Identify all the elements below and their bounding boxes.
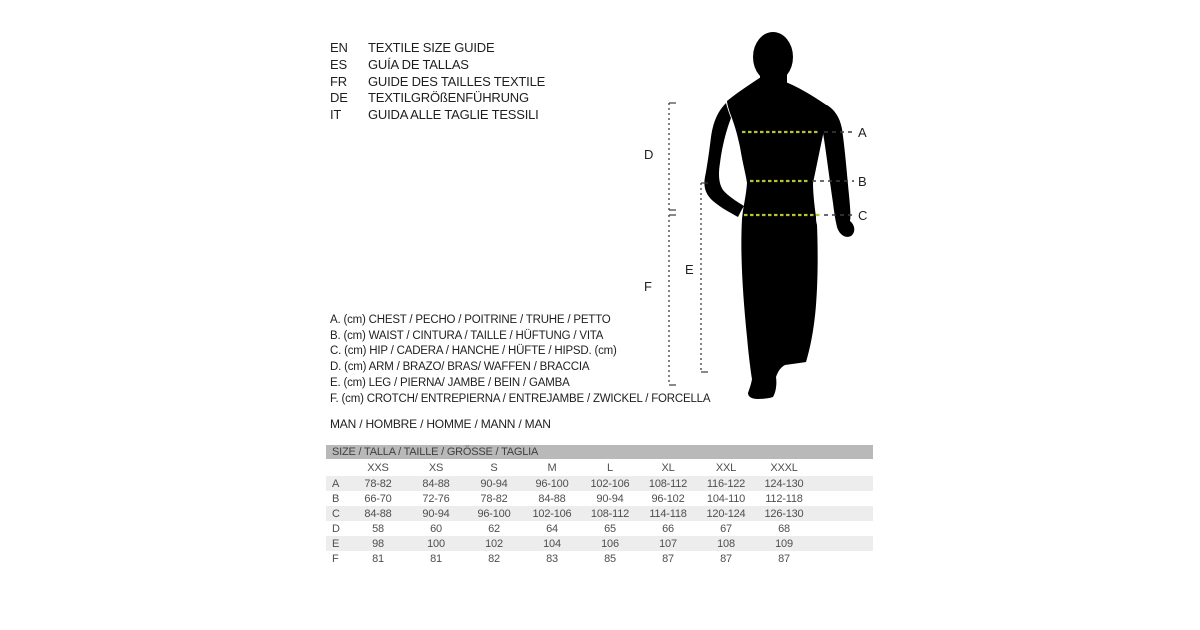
language-code: EN bbox=[330, 40, 348, 55]
measure-label-e: E bbox=[685, 262, 694, 277]
legend-line-arm: D. (cm) ARM / BRAZO/ BRAS/ WAFFEN / BRACCIA bbox=[330, 361, 590, 374]
cell: 66 bbox=[662, 522, 674, 535]
table-row bbox=[326, 476, 873, 491]
cell: 106 bbox=[601, 537, 619, 550]
filler-cell bbox=[813, 459, 873, 476]
cell: 87 bbox=[778, 552, 790, 565]
cell: 102 bbox=[485, 537, 503, 550]
row-label: F bbox=[332, 552, 339, 565]
row-label: B bbox=[332, 492, 340, 505]
cell: 104-110 bbox=[706, 492, 746, 505]
cell: 84-88 bbox=[538, 492, 566, 505]
measure-line-arm bbox=[644, 103, 676, 210]
language-label: TEXTILE SIZE GUIDE bbox=[368, 40, 495, 55]
column-header: XS bbox=[428, 461, 444, 474]
filler-cell bbox=[813, 521, 873, 536]
cell: 87 bbox=[720, 552, 732, 565]
legend-line-chest: A. (cm) CHEST / PECHO / POITRINE / TRUHE / PETTO bbox=[330, 314, 611, 326]
cell: 102-106 bbox=[590, 477, 630, 490]
size-table-header-bar: SIZE / TALLA / TAILLE / GRÖSSE / TAGLIA bbox=[326, 445, 873, 459]
cell: 62 bbox=[488, 522, 500, 535]
language-label: GUIDA ALLE TAGLIE TESSILI bbox=[368, 107, 539, 123]
language-row bbox=[330, 74, 545, 91]
filler-cell bbox=[813, 506, 873, 521]
table-row bbox=[326, 491, 873, 506]
cell: 114-118 bbox=[649, 507, 687, 520]
cell: 120-124 bbox=[706, 507, 746, 520]
cell: 87 bbox=[662, 552, 674, 565]
row-label: C bbox=[332, 507, 340, 520]
cell: 98 bbox=[372, 537, 384, 550]
language-label: TEXTILGRÖßENFÜHRUNG bbox=[368, 90, 529, 106]
cell: 109 bbox=[775, 537, 793, 550]
cell: 104 bbox=[543, 537, 561, 550]
cell: 58 bbox=[372, 522, 384, 535]
size-table bbox=[326, 445, 873, 566]
column-header: XXXL bbox=[770, 461, 798, 474]
filler-cell bbox=[813, 491, 873, 506]
cell: 100 bbox=[427, 537, 445, 550]
legend-line-waist: B. (cm) WAIST / CINTURA / TAILLE / HÜFTUNG / VITA bbox=[330, 329, 604, 342]
cell: 65 bbox=[604, 522, 616, 535]
cell: 90-94 bbox=[480, 477, 508, 490]
column-header: L bbox=[607, 461, 613, 474]
cell: 96-102 bbox=[651, 492, 685, 505]
language-code: DE bbox=[330, 90, 348, 106]
cell: 84-88 bbox=[422, 477, 450, 490]
cell: 124-130 bbox=[764, 477, 804, 490]
cell: 84-88 bbox=[364, 507, 392, 520]
language-row bbox=[330, 107, 545, 124]
language-label: GUIDE DES TAILLES TEXTILE bbox=[368, 73, 546, 89]
cell: 68 bbox=[778, 522, 790, 535]
cell: 108-112 bbox=[590, 507, 630, 520]
column-header: S bbox=[490, 461, 498, 474]
cell: 67 bbox=[720, 522, 732, 535]
cell: 72-76 bbox=[422, 492, 450, 505]
legend-line-leg: E. (cm) LEG / PIERNA/ JAMBE / BEIN / GAMBA bbox=[330, 376, 570, 389]
legend-line-hip: C. (cm) HIP / CADERA / HANCHE / HÜFTE / HIPSD. (cm) bbox=[330, 345, 617, 358]
filler-cell bbox=[813, 536, 873, 551]
column-header: XXS bbox=[367, 461, 389, 474]
legend-line-crotch: F. (cm) CROTCH/ ENTREPIERNA / ENTREJAMBE / ZWICKEL / FORCELLA bbox=[330, 392, 711, 405]
cell: 81 bbox=[430, 552, 442, 565]
cell: 64 bbox=[546, 522, 558, 535]
cell: 90-94 bbox=[422, 507, 450, 520]
column-header: M bbox=[547, 461, 557, 474]
language-row bbox=[330, 40, 545, 57]
language-code: IT bbox=[330, 107, 342, 123]
cell: 126-130 bbox=[764, 507, 804, 520]
man-silhouette-icon bbox=[704, 32, 854, 399]
gender-title: MAN / HOMBRE / HOMME / MANN / MAN bbox=[330, 417, 551, 431]
cell: 107 bbox=[659, 537, 677, 550]
cell: 102-106 bbox=[532, 507, 572, 520]
language-row bbox=[330, 57, 545, 74]
table-row bbox=[326, 506, 873, 521]
row-label: D bbox=[332, 522, 340, 535]
measurement-legend bbox=[330, 313, 710, 407]
row-label: A bbox=[332, 477, 340, 490]
cell: 66-70 bbox=[364, 492, 392, 505]
row-label: E bbox=[332, 537, 340, 550]
cell: 108 bbox=[717, 537, 735, 550]
cell: 60 bbox=[430, 522, 442, 535]
measure-label-a: A bbox=[858, 125, 867, 140]
cell: 81 bbox=[372, 552, 384, 565]
cell: 78-82 bbox=[480, 492, 508, 505]
cell: 90-94 bbox=[596, 492, 624, 505]
language-code: FR bbox=[330, 73, 347, 89]
cell: 83 bbox=[546, 552, 558, 565]
language-code: ES bbox=[330, 56, 347, 72]
table-row bbox=[326, 551, 873, 566]
filler-cell bbox=[813, 476, 873, 491]
measure-label-d: D bbox=[644, 147, 654, 162]
cell: 78-82 bbox=[364, 477, 392, 490]
cell: 82 bbox=[488, 552, 500, 565]
cell: 96-100 bbox=[535, 477, 569, 490]
cell: 108-112 bbox=[648, 477, 688, 490]
table-row bbox=[326, 521, 873, 536]
language-label: GUÍA DE TALLAS bbox=[368, 56, 469, 72]
cell: 96-100 bbox=[477, 507, 511, 520]
filler-cell bbox=[813, 551, 873, 566]
cell: 112-118 bbox=[765, 492, 803, 505]
measure-label-c: C bbox=[858, 208, 868, 223]
language-row bbox=[330, 90, 545, 107]
column-header: XXL bbox=[715, 461, 737, 474]
cell: 116-122 bbox=[706, 477, 746, 490]
measure-label-f: F bbox=[644, 279, 652, 294]
column-header: XL bbox=[661, 461, 675, 474]
measure-label-b: B bbox=[858, 174, 867, 189]
size-columns-row bbox=[326, 459, 873, 476]
size-table-grid bbox=[326, 459, 873, 566]
table-row bbox=[326, 536, 873, 551]
corner-cell bbox=[326, 459, 349, 476]
language-list bbox=[330, 40, 545, 124]
cell: 85 bbox=[604, 552, 616, 565]
